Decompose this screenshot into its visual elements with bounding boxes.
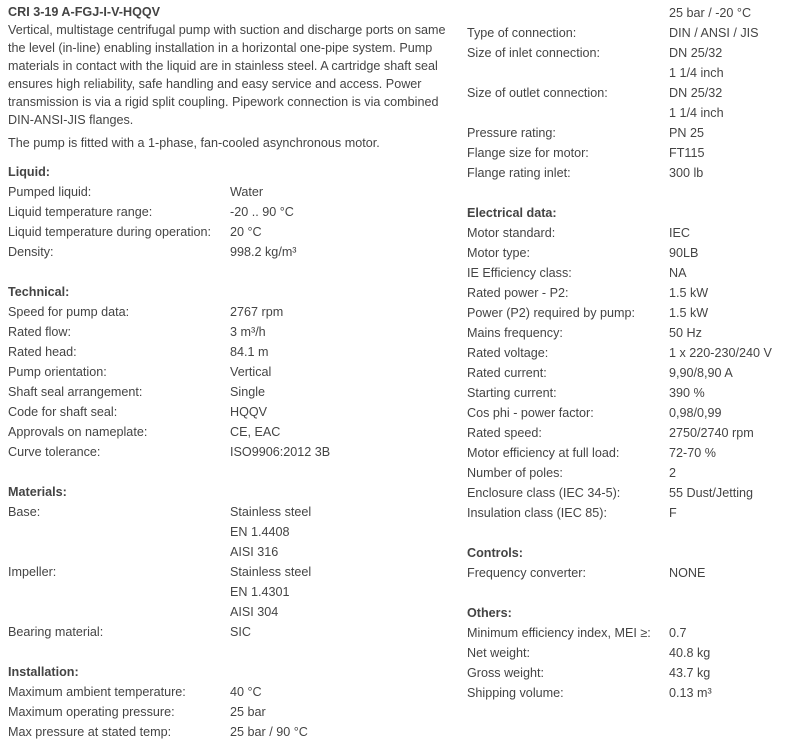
spec-value-line: 55 Dust/Jetting xyxy=(669,486,754,500)
spec-label: Liquid temperature during operation: xyxy=(8,225,212,239)
spec-value xyxy=(669,283,807,303)
product-description: Vertical, multistage centrifugal pump with suction and discharge ports on same the level (in-line) enabling installation in a horizontal one-pipe system. Pump materials in contact with the liquid are in stainless steel. A cartridge shaft seal ensures high reliability, safe handling and easy service and access. Power transmission is via a rigid split coupling. Pipework connection is via combined DIN-ANSI-JIS flanges. xyxy=(8,23,446,127)
spec-label: Base: xyxy=(8,505,41,519)
spec-value xyxy=(669,343,807,363)
spec-value-line: 25 bar xyxy=(230,705,266,719)
spec-value xyxy=(669,143,807,163)
spec-row xyxy=(8,682,453,702)
spec-value-line: 25 bar / -20 °C xyxy=(669,6,752,20)
spec-value xyxy=(230,562,453,622)
spec-label: Rated head: xyxy=(8,345,77,359)
spec-label: Gross weight: xyxy=(467,666,544,680)
spec-row xyxy=(8,502,453,562)
spec-value-line: 20 °C xyxy=(230,225,262,239)
spec-row xyxy=(8,362,453,382)
spec-value-line: 72-70 % xyxy=(669,446,716,460)
spec-value-line: 390 % xyxy=(669,386,705,400)
spec-row xyxy=(467,503,807,523)
spec-value-line: 2 xyxy=(669,466,677,480)
spec-value xyxy=(669,503,807,523)
spec-value xyxy=(669,663,807,683)
spec-row xyxy=(467,343,807,363)
spec-value-line: FT115 xyxy=(669,146,705,160)
spec-value xyxy=(669,403,807,423)
spec-value-line: Stainless steel xyxy=(230,565,312,579)
spec-row xyxy=(8,182,453,202)
spec-row xyxy=(8,382,453,402)
spec-value xyxy=(669,123,807,143)
spec-label: Liquid temperature range: xyxy=(8,205,153,219)
spec-value-line: 40 °C xyxy=(230,685,262,699)
spec-row xyxy=(467,243,807,263)
spec-label: Max pressure at stated temp: xyxy=(8,725,172,739)
spec-value-line: -20 .. 90 °C xyxy=(230,205,294,219)
spec-row xyxy=(8,702,453,722)
spec-label: Enclosure class (IEC 34-5): xyxy=(467,486,621,500)
spec-label: Power (P2) required by pump: xyxy=(467,306,635,320)
spec-value xyxy=(230,402,453,422)
spec-row xyxy=(467,223,807,243)
spec-label: Number of poles: xyxy=(467,466,563,480)
spec-value-line: 2767 rpm xyxy=(230,305,284,319)
spec-row xyxy=(8,202,453,222)
spec-row xyxy=(467,443,807,463)
section-spacer xyxy=(467,183,807,203)
spec-section-technical xyxy=(8,282,453,462)
spec-value xyxy=(230,202,453,222)
spec-value xyxy=(669,83,807,123)
spec-row xyxy=(467,23,807,43)
spec-label: Pump orientation: xyxy=(8,365,107,379)
spec-row xyxy=(467,363,807,383)
spec-row xyxy=(8,422,453,442)
spec-value-line: EN 1.4301 xyxy=(230,585,290,599)
spec-value-line: 300 lb xyxy=(669,166,704,180)
spec-label: Maximum operating pressure: xyxy=(8,705,175,719)
spec-value-line: 0.13 m³ xyxy=(669,686,712,700)
spec-label: Flange rating inlet: xyxy=(467,166,571,180)
spec-row xyxy=(8,622,453,642)
spec-value-line: 9,90/8,90 A xyxy=(669,366,733,380)
spec-label: Rated power - P2: xyxy=(467,286,569,300)
spec-row xyxy=(467,43,807,83)
spec-value-line: DN 25/32 xyxy=(669,46,723,60)
spec-label: Pumped liquid: xyxy=(8,185,92,199)
spec-label: Curve tolerance: xyxy=(8,445,101,459)
spec-value-line: 0,98/0,99 xyxy=(669,406,722,420)
section-heading: Controls: xyxy=(467,546,523,560)
spec-value xyxy=(669,163,807,183)
left-spec-sections xyxy=(8,162,453,742)
spec-row xyxy=(467,383,807,403)
spec-label: Code for shaft seal: xyxy=(8,405,118,419)
spec-row xyxy=(467,283,807,303)
spec-value xyxy=(669,643,807,663)
spec-value-line: DN 25/32 xyxy=(669,86,723,100)
section-heading: Technical: xyxy=(8,285,70,299)
spec-row xyxy=(8,222,453,242)
spec-value xyxy=(669,363,807,383)
spec-label: Approvals on nameplate: xyxy=(8,425,148,439)
spec-value-line: 3 m³/h xyxy=(230,325,266,339)
spec-value xyxy=(230,382,453,402)
spec-row xyxy=(467,303,807,323)
spec-value-line: 1.5 kW xyxy=(669,286,709,300)
spec-value-line: 50 Hz xyxy=(669,326,702,340)
spec-row xyxy=(467,83,807,123)
spec-label: Size of inlet connection: xyxy=(467,46,601,60)
spec-section-electrical-data xyxy=(467,203,807,523)
spec-value-line: IEC xyxy=(669,226,690,240)
section-spacer xyxy=(467,583,807,603)
spec-value-line: 1.5 kW xyxy=(669,306,709,320)
section-spacer xyxy=(8,642,453,662)
spec-value-line: NA xyxy=(669,266,687,280)
spec-value xyxy=(669,563,807,583)
spec-value-line: 1 1/4 inch xyxy=(669,66,724,80)
spec-value-line: 90LB xyxy=(669,246,699,260)
spec-label: Mains frequency: xyxy=(467,326,563,340)
spec-value xyxy=(230,242,453,262)
spec-value xyxy=(669,463,807,483)
spec-row xyxy=(467,3,807,23)
spec-value-line: 40.8 kg xyxy=(669,646,711,660)
spec-row xyxy=(8,722,453,742)
spec-value xyxy=(669,383,807,403)
spec-section-others xyxy=(467,603,807,703)
spec-value-line: Vertical xyxy=(230,365,272,379)
spec-row xyxy=(8,442,453,462)
section-spacer xyxy=(8,462,453,482)
spec-value xyxy=(669,623,807,643)
section-heading: Materials: xyxy=(8,485,67,499)
spec-value-line: 25 bar / 90 °C xyxy=(230,725,308,739)
right-column xyxy=(467,3,807,703)
spec-label: Motor type: xyxy=(467,246,530,260)
spec-label: Shipping volume: xyxy=(467,686,564,700)
spec-value-line: NONE xyxy=(669,566,706,580)
spec-row xyxy=(467,683,807,703)
spec-value xyxy=(230,322,453,342)
spec-row xyxy=(8,402,453,422)
spec-row xyxy=(467,323,807,343)
spec-row xyxy=(467,663,807,683)
spec-value-line: 1 x 220-230/240 V xyxy=(669,346,772,360)
spec-section-controls xyxy=(467,543,807,583)
spec-row xyxy=(467,263,807,283)
spec-row xyxy=(8,562,453,622)
spec-value xyxy=(669,303,807,323)
left-column xyxy=(8,3,453,742)
spec-row xyxy=(467,403,807,423)
spec-value xyxy=(230,702,453,722)
section-heading: Liquid: xyxy=(8,165,50,179)
section-spacer xyxy=(8,262,453,282)
spec-section-continued xyxy=(467,3,807,183)
spec-label: Shaft seal arrangement: xyxy=(8,385,143,399)
section-heading: Installation: xyxy=(8,665,79,679)
spec-section-materials xyxy=(8,482,453,642)
spec-value-line: Single xyxy=(230,385,266,399)
spec-value-line: 1 1/4 inch xyxy=(669,106,724,120)
spec-value xyxy=(669,23,807,43)
spec-row xyxy=(467,563,807,583)
spec-value-line: 2750/2740 rpm xyxy=(669,426,754,440)
spec-label: Rated speed: xyxy=(467,426,542,440)
section-heading: Electrical data: xyxy=(467,206,557,220)
spec-value xyxy=(230,222,453,242)
spec-value xyxy=(230,342,453,362)
spec-label: Maximum ambient temperature: xyxy=(8,685,186,699)
spec-label: Starting current: xyxy=(467,386,557,400)
spec-row xyxy=(467,483,807,503)
spec-value xyxy=(669,323,807,343)
spec-label: Rated voltage: xyxy=(467,346,549,360)
spec-label: Flange size for motor: xyxy=(467,146,589,160)
spec-label: Speed for pump data: xyxy=(8,305,130,319)
spec-label: Rated current: xyxy=(467,366,547,380)
spec-section-liquid xyxy=(8,162,453,262)
product-title: CRI 3-19 A-FGJ-I-V-HQQV xyxy=(8,5,161,19)
spec-label: Rated flow: xyxy=(8,325,71,339)
spec-value-line: 0.7 xyxy=(669,626,687,640)
spec-label: Density: xyxy=(8,245,54,259)
spec-value xyxy=(230,682,453,702)
section-spacer xyxy=(467,523,807,543)
spec-value-line: Water xyxy=(230,185,264,199)
spec-row xyxy=(8,322,453,342)
spec-row xyxy=(467,123,807,143)
spec-section-installation xyxy=(8,662,453,742)
spec-value xyxy=(230,502,453,562)
spec-row xyxy=(8,302,453,322)
spec-value xyxy=(230,422,453,442)
spec-value-line: ISO9906:2012 3B xyxy=(230,445,331,459)
spec-value xyxy=(230,302,453,322)
spec-value xyxy=(669,683,807,703)
spec-label: Insulation class (IEC 85): xyxy=(467,506,607,520)
spec-label xyxy=(467,3,669,23)
spec-value xyxy=(669,423,807,443)
spec-value-line: HQQV xyxy=(230,405,268,419)
spec-row xyxy=(467,463,807,483)
spec-row xyxy=(8,242,453,262)
spec-label: Frequency converter: xyxy=(467,566,586,580)
spec-label: Motor standard: xyxy=(467,226,556,240)
spec-label: Minimum efficiency index, MEI ≥: xyxy=(467,626,651,640)
spec-label: IE Efficiency class: xyxy=(467,266,572,280)
right-spec-sections xyxy=(467,3,807,703)
spec-label: Net weight: xyxy=(467,646,530,660)
spec-value xyxy=(669,443,807,463)
spec-row xyxy=(467,623,807,643)
spec-value-line: 998.2 kg/m³ xyxy=(230,245,297,259)
spec-value-line: AISI 316 xyxy=(230,545,279,559)
spec-value xyxy=(230,442,453,462)
spec-row xyxy=(467,163,807,183)
spec-row xyxy=(467,143,807,163)
spec-row xyxy=(467,643,807,663)
spec-label: Motor efficiency at full load: xyxy=(467,446,620,460)
spec-value-line: PN 25 xyxy=(669,126,705,140)
spec-label: Bearing material: xyxy=(8,625,104,639)
spec-value xyxy=(669,263,807,283)
section-heading: Others: xyxy=(467,606,512,620)
spec-value-line: AISI 304 xyxy=(230,605,279,619)
spec-label: Cos phi - power factor: xyxy=(467,406,594,420)
spec-value-line: SIC xyxy=(230,625,251,639)
spec-value xyxy=(669,3,807,23)
spec-value-line: 84.1 m xyxy=(230,345,269,359)
spec-value-line: Stainless steel xyxy=(230,505,312,519)
spec-value xyxy=(230,722,453,742)
spec-value-line: 43.7 kg xyxy=(669,666,711,680)
spec-row xyxy=(8,342,453,362)
spec-label: Type of connection: xyxy=(467,26,577,40)
spec-value-line: F xyxy=(669,506,677,520)
spec-value xyxy=(669,223,807,243)
spec-value xyxy=(230,182,453,202)
spec-label: Pressure rating: xyxy=(467,126,556,140)
spec-row xyxy=(467,423,807,443)
spec-value xyxy=(669,243,807,263)
spec-label: Impeller: xyxy=(8,565,57,579)
spec-value xyxy=(669,483,807,503)
spec-value-line: DIN / ANSI / JIS xyxy=(669,26,759,40)
spec-value-line: CE, EAC xyxy=(230,425,281,439)
spec-value xyxy=(230,622,453,642)
spec-label: Size of outlet connection: xyxy=(467,86,608,100)
spec-value-line: EN 1.4408 xyxy=(230,525,290,539)
spec-value xyxy=(230,362,453,382)
motor-note: The pump is fitted with a 1-phase, fan-cooled asynchronous motor. xyxy=(8,136,380,150)
spec-value xyxy=(669,43,807,83)
